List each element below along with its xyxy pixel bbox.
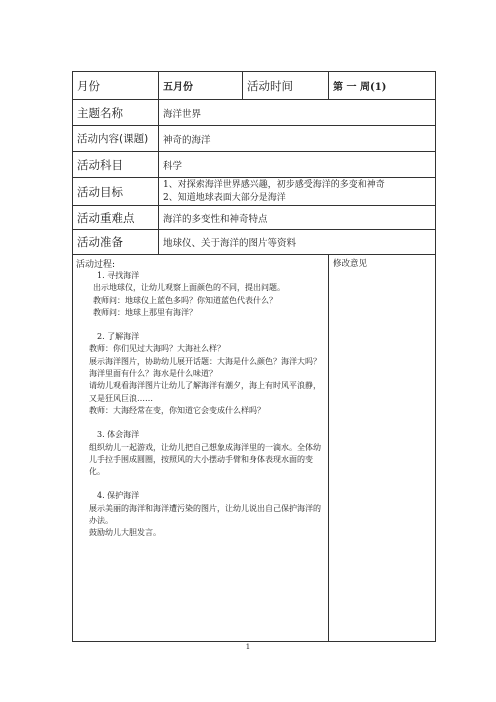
goal-line: 1、对探索海洋世界感兴趣，初步感受海洋的多变和神奇 bbox=[163, 179, 385, 190]
theme-value: 海洋世界 bbox=[159, 100, 436, 126]
process-section bbox=[89, 331, 323, 417]
section-line: 请幼儿观看海洋图片让幼儿了解海洋有潮夕，海上有时风平浪静，又是狂风巨浪…… bbox=[89, 381, 321, 403]
lesson-plan-table bbox=[72, 71, 436, 642]
key-label: 活动重难点 bbox=[73, 206, 159, 230]
key-value: 海洋的多变性和神奇特点 bbox=[159, 206, 436, 230]
section-line: 展示美丽的海洋和海洋遭污染的图片，让幼儿说出自己保护海洋的办法。 bbox=[89, 503, 321, 526]
month-label: 月份 bbox=[73, 72, 159, 100]
theme-label: 主题名称 bbox=[73, 100, 159, 126]
process-section bbox=[89, 490, 323, 539]
prep-label: 活动准备 bbox=[73, 230, 159, 255]
content-value: 神奇的海洋 bbox=[159, 126, 436, 152]
section-line: 教师问：地球上那里有海洋？ bbox=[93, 307, 197, 317]
subject-value: 科学 bbox=[159, 152, 436, 178]
header-row bbox=[73, 72, 436, 100]
content-label: 活动内容(课题) bbox=[73, 126, 159, 152]
section-line: 教师问：地球仪上蓝色多吗？你知道蓝色代表什么？ bbox=[93, 295, 277, 305]
section-line: 鼓励幼儿大胆发言。 bbox=[89, 528, 161, 538]
section-title: 4. 保护海洋 bbox=[97, 491, 140, 501]
section-line: 展示海洋图片，协助幼儿展开话题：大海是什么颜色？海洋大吗？海洋里面有什么？海水是什么味道？ bbox=[89, 356, 321, 379]
prep-row bbox=[73, 230, 436, 255]
content-row bbox=[73, 126, 436, 152]
section-line: 教师：大海经常在变，你知道它会变成什么样吗？ bbox=[89, 405, 265, 415]
process-section bbox=[89, 429, 323, 478]
process-content bbox=[89, 270, 323, 540]
subject-row bbox=[73, 152, 436, 178]
process-row bbox=[73, 255, 436, 642]
section-line: 组织幼儿一起游戏，让幼儿把自己想象成海洋里的一滴水。全体幼儿手拉手围成圆圈，按照风的大小摆动手臂和身体表现水面的变化。 bbox=[89, 442, 321, 477]
goal-label: 活动目标 bbox=[73, 178, 159, 206]
process-cell bbox=[73, 255, 329, 642]
week-value: 第 一 周(1) bbox=[329, 72, 436, 100]
goal-line: 2、知道地球表面大部分是海洋 bbox=[163, 192, 286, 203]
section-line: 教师：你们见过大海吗？大海社么样？ bbox=[89, 344, 225, 354]
goal-value bbox=[159, 178, 436, 206]
key-row bbox=[73, 206, 436, 230]
section-title: 1. 寻找海洋 bbox=[97, 271, 140, 280]
page-number: 1 bbox=[245, 643, 251, 651]
subject-label: 活动科目 bbox=[73, 152, 159, 178]
month-value: 五月份 bbox=[159, 72, 243, 100]
time-label: 活动时间 bbox=[243, 72, 329, 100]
goal-row bbox=[73, 178, 436, 206]
process-label: 活动过程: bbox=[76, 260, 116, 270]
section-line: 出示地球仪，让幼儿观察上面颜色的不同，提出问题。 bbox=[93, 283, 285, 293]
theme-row bbox=[73, 100, 436, 126]
section-title: 3. 体会海洋 bbox=[97, 430, 140, 440]
prep-value: 地球仪、关于海洋的图片等资料 bbox=[159, 230, 436, 255]
section-title: 2. 了解海洋 bbox=[97, 332, 140, 342]
modify-opinion-cell: 修改意见 bbox=[329, 255, 436, 642]
process-section bbox=[89, 270, 323, 319]
